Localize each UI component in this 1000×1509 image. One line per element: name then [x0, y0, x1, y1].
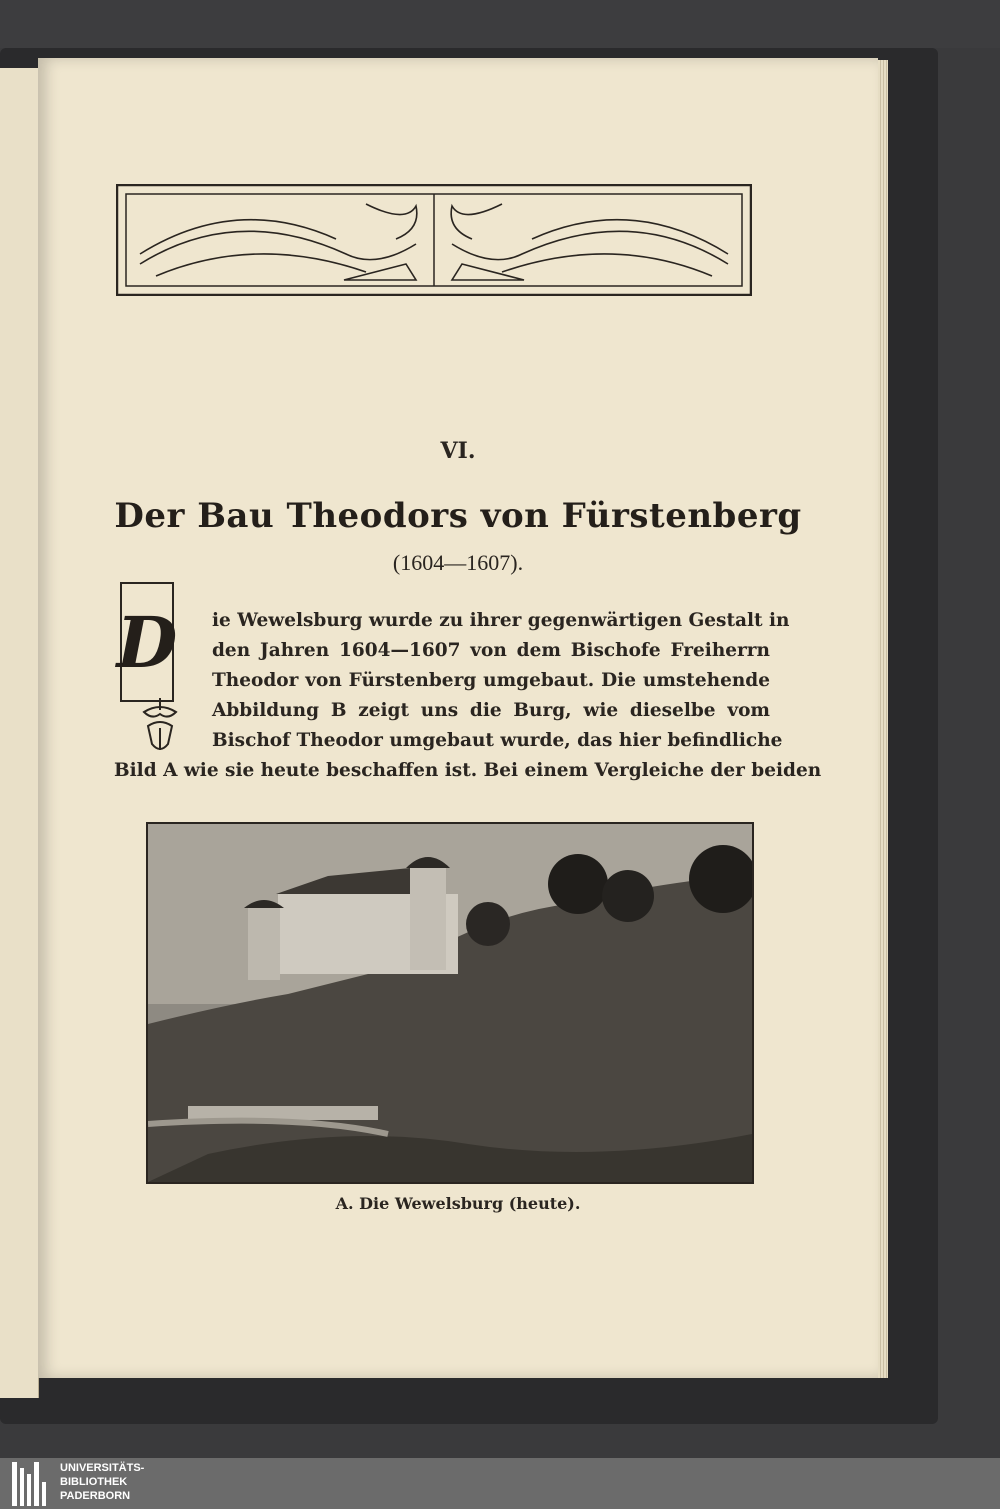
header-ornament [116, 184, 752, 296]
library-name-line: BIBLIOTHEK [60, 1476, 128, 1488]
library-name [60, 1461, 144, 1503]
paragraph-line: Bischof Theodor umgebaut wurde, das hier befindliche [212, 730, 783, 751]
castle-photo-illustration [148, 824, 752, 1182]
library-logo-icon [12, 1462, 52, 1506]
paragraph-line: Abbildung B zeigt uns die Burg, wie dieselbe vom [212, 700, 770, 721]
photo-caption: A. Die Wewelsburg (heute). [335, 1194, 581, 1213]
book-page [38, 58, 878, 1378]
cover-top-edge [0, 0, 1000, 48]
paragraph-line: Bild A wie sie heute beschaffen ist. Bei einem Vergleiche der beiden [114, 760, 822, 781]
library-name-line: UNIVERSITÄTS- [60, 1462, 145, 1474]
chapter-number: VI. [440, 438, 476, 464]
castle-photo [146, 822, 754, 1184]
paragraph-line: Theodor von Fürstenberg umgebaut. Die umstehende [212, 670, 770, 691]
chapter-years: (1604—1607). [392, 550, 524, 575]
left-page-edge [0, 68, 39, 1398]
library-name-line: PADERBORN [60, 1490, 131, 1502]
drop-cap-letter: D [116, 600, 178, 684]
chapter-title: Der Bau Theodors von Fürstenberg [114, 496, 802, 536]
paragraph-line: den Jahren 1604—1607 von dem Bischofe Freiherrn [212, 640, 770, 661]
paragraph-line: ie Wewelsburg wurde zu ihrer gegenwärtigen Gestalt in [212, 610, 790, 631]
body-paragraph [114, 606, 822, 786]
library-footer [0, 1458, 1000, 1509]
